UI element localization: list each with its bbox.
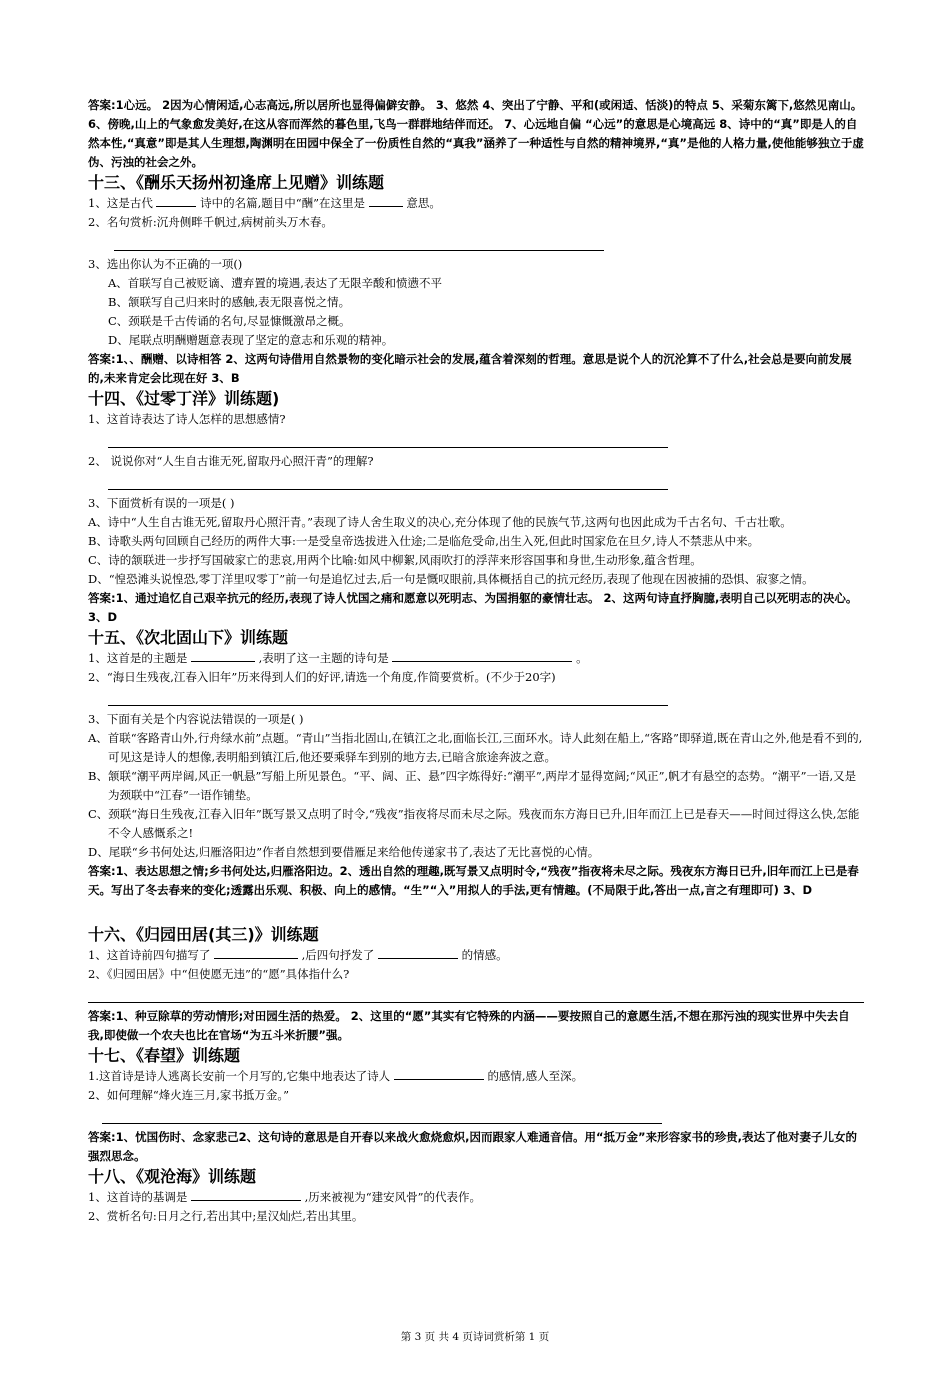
blank-line[interactable] (156, 194, 196, 207)
question-17-2: 2、如何理解“烽火连三月,家书抵万金。” (88, 1088, 289, 1102)
q-text: 1、这首诗前四句描写了 (88, 948, 211, 962)
answer-block-17: 答案:1、忧国伤时、念家悲己2、这句诗的意思是自开春以来战火愈烧愈炽,因而跟家人难通音信。用“抵万金”来形容家书的珍贵,表达了他对妻子儿女的强烈思念。 (88, 1130, 857, 1163)
option-13-b: B、颔联写自己归来时的感触,表无限喜悦之情。 (108, 295, 351, 309)
option-14-b: B、诗歌头两句回顾自己经历的两件大事:一是受皇帝选拔进入仕途;二是临危受命,出生入死,但此时国家危在旦夕,诗人不禁悲从中来。 (88, 534, 760, 548)
option-15-a: A、首联“客路青山外,行舟绿水前”点题。“青山”当指北固山,在镇江之北,面临长江,三面环水。诗人此刻在船上,“客路”即驿道,既在青山之外,他是看不到的,可见这是诗人的想像,表明船到镇江后,他还要乘驿车到别的地方去,已暗含旅途奔波之意。 (88, 731, 863, 764)
answer-block-16: 答案:1、种豆除草的劳动情形;对田园生活的热爱。 2、这里的“愿”其实有它特殊的内涵——要按照自己的意愿生活,不想在那污浊的现实世界中失去自我,即使做一个农夫也比在官场“为五斗米折腰”强。 (88, 1009, 850, 1042)
q-text: 1、这是古代 (88, 196, 153, 210)
blank-line[interactable] (191, 1188, 301, 1201)
q-text: 意思。 (406, 196, 441, 210)
question-17-1 (88, 1067, 864, 1086)
option-14-c: C、诗的颔联进一步抒写国破家亡的悲哀,用两个比喻:如风中柳絮,风雨吹打的浮萍来形容国事和身世,生动形象,蕴含哲理。 (88, 553, 702, 567)
answer-line[interactable] (108, 475, 668, 490)
blank-line[interactable] (369, 194, 403, 207)
option-15-d: D、尾联“乡书何处达,归雁洛阳边”作者自然想到要借雁足来给他传递家书了,表达了无比喜悦的心情。 (88, 845, 600, 859)
blank-line[interactable] (191, 649, 255, 662)
page-footer: 第 3 页 共 4 页诗词赏析第 1 页 (400, 1331, 550, 1343)
question-14-1: 1、这首诗表达了诗人怎样的思想感情? (88, 412, 286, 426)
answer-line[interactable] (108, 433, 668, 448)
option-15-c: C、颈联“海日生残夜,江春入旧年”既写景又点明了时令,“残夜”指夜将尽而未尽之际。残夜而东方海日已升,旧年而江上已是春天——时间过得这么快,怎能不令人感慨系之! (88, 807, 860, 840)
answer-block-12: 答案:1心远。 2因为心情闲适,心志高远,所以居所也显得偏僻安静。 3、悠然 4、突出了宁静、平和(或闲适、恬淡)的特点 5、采菊东篱下,悠然见南山。 6、傍晚,山上的气象愈发美好,在这从容而浑然的暮色里,飞鸟一群群地结伴而还。 7、心远地自偏 “心远”的意思是心境高远 8、诗中的“真”即是人的自然本性,“真意”即是其人生理想,陶渊明在田园中保全了一份质性自然的“真我”涵养了一种适性与自然的精神境界,“真”是他的人格力量,使他能够独立于虚伪、污浊的社会之外。 (88, 98, 864, 169)
section-title-18: 十八、《观沧海》训练题 (88, 1167, 257, 1186)
blank-line[interactable] (394, 1067, 484, 1080)
q-text: ,表明了这一主题的诗句是 (258, 651, 389, 665)
option-14-d: D、“惶恐滩头说惶恐,零丁洋里叹零丁”前一句是追忆过去,后一句是慨叹眼前,具体概括自己的抗元经历,表现了他现在因被捕的恐惧、寂寥之情。 (88, 572, 814, 586)
question-18-2: 2、赏析名句:日月之行,若出其中;星汉灿烂,若出其里。 (88, 1209, 364, 1223)
section-title-13: 十三、《酬乐天扬州初逢席上见赠》训练题 (88, 173, 385, 192)
section-title-14: 十四、《过零丁洋》训练题) (88, 389, 280, 408)
q-text: 的情感。 (461, 948, 508, 962)
question-13-2: 2、名句赏析:沉舟侧畔千帆过,病树前头万木春。 (88, 215, 333, 229)
option-13-d: D、尾联点明酬赠题意表现了坚定的意志和乐观的精神。 (108, 333, 394, 347)
answer-line[interactable] (108, 691, 668, 706)
q-text: ,后四句抒发了 (301, 948, 375, 962)
option-13-a: A、首联写自己被贬谪、遭弃置的境遇,表达了无限辛酸和愤懑不平 (108, 276, 442, 290)
section-title-16: 十六、《归园田居(其三)》训练题 (88, 925, 319, 944)
answer-line[interactable] (114, 236, 604, 251)
blank-line[interactable] (378, 946, 458, 959)
question-14-2: 2、 说说你对“人生自古谁无死,留取丹心照汗青”的理解? (88, 454, 374, 468)
spacer (88, 900, 864, 924)
question-14-3: 3、下面赏析有误的一项是( ) (88, 496, 235, 510)
question-16-1 (88, 946, 864, 965)
question-15-3: 3、下面有关是个内容说法错误的一项是( ) (88, 712, 304, 726)
option-15-b: B、颔联“潮平两岸阔,风正一帆悬”写船上所见景色。“平、阔、正、悬”四字炼得好:“潮平”,两岸才显得宽阔;“风正”,帆才有悬空的态势。“潮平”一语,又是为颈联中“江春”一语作铺垫。 (88, 769, 857, 802)
question-15-2: 2、“海日生残夜,江春入旧年”历来得到人们的好评,请选一个角度,作简要赏析。(不少于20字) (88, 670, 556, 684)
answer-block-14: 答案:1、通过追忆自己艰辛抗元的经历,表现了诗人忧国之痛和愿意以死明志、为国捐躯的豪情壮志。 2、这两句诗直抒胸臆,表明自己以死明志的决心。 3、D (88, 591, 858, 624)
q-text: 。 (576, 651, 588, 665)
option-13-c: C、颈联是千古传诵的名句,尽显慷慨激昂之概。 (108, 314, 351, 328)
answer-block-13: 答案:1、、酬赠、以诗相答 2、这两句诗借用自然景物的变化暗示社会的发展,蕴含着深刻的哲理。意思是说个人的沉沦算不了什么,社会总是要向前发展的,未来肯定会比现在好 3、B (88, 352, 852, 385)
section-title-17: 十七、《春望》训练题 (88, 1046, 241, 1065)
q-text: 1.这首诗是诗人逃离长安前一个月写的,它集中地表达了诗人 (88, 1069, 391, 1083)
section-title-15: 十五、《次北固山下》训练题 (88, 628, 289, 647)
document-page (88, 96, 864, 1226)
question-13-3: 3、选出你认为不正确的一项() (88, 257, 243, 271)
blank-line[interactable] (392, 649, 572, 662)
answer-line[interactable] (88, 988, 864, 1003)
answer-block-15: 答案:1、表达思想之情;乡书何处达,归雁洛阳边。2、透出自然的理趣,既写景又点明时令,“残夜”指夜将未尽之际。残夜东方海日已升,旧年而江上已是春天。写出了冬去春来的变化;透露出乐观、积极、向上的感情。“生”“入”用拟人的手法,更有情趣。(不局限于此,答出一点,言之有理即可) 3、D (88, 864, 859, 897)
option-14-a: A、诗中“人生自古谁无死,留取丹心照汗青。”表现了诗人舍生取义的决心,充分体现了他的民族气节,这两句也因此成为千古名句、千古壮歌。 (88, 515, 792, 529)
q-text: ,历来被视为“建安风骨”的代表作。 (304, 1190, 482, 1204)
question-15-1 (88, 649, 864, 668)
q-text: 诗中的名篇,题目中“酬”在这里是 (200, 196, 366, 210)
question-13-1 (88, 194, 864, 213)
question-18-1 (88, 1188, 864, 1207)
q-text: 1、这首是的主题是 (88, 651, 188, 665)
question-16-2: 2、《归园田居》中“但使愿无违”的“愿”具体指什么? (88, 967, 350, 981)
q-text: 的感情,感人至深。 (487, 1069, 584, 1083)
answer-line[interactable] (102, 1109, 662, 1124)
blank-line[interactable] (214, 946, 298, 959)
q-text: 1、这首诗的基调是 (88, 1190, 188, 1204)
